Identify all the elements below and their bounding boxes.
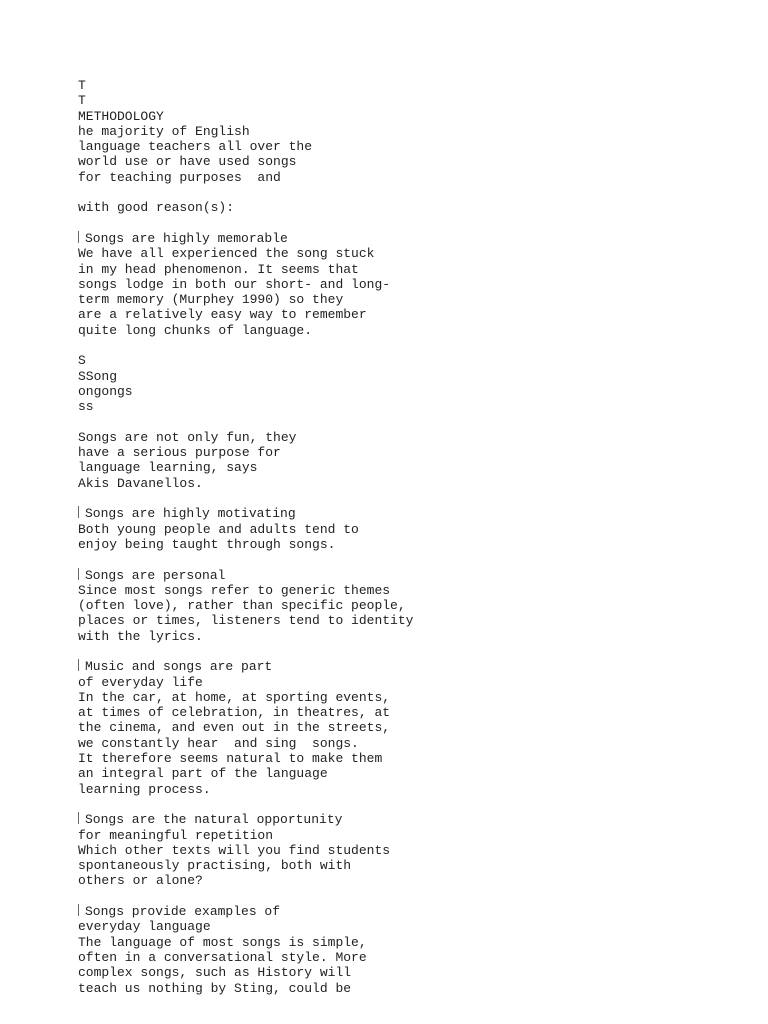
section-heading-text: Music and songs are part bbox=[85, 659, 273, 675]
section-heading-text: Songs are highly motivating bbox=[85, 506, 296, 522]
text-line: for meaningful repetition bbox=[78, 827, 274, 843]
section-heading bbox=[78, 568, 738, 583]
text-line: others or alone? bbox=[78, 873, 203, 889]
text-line: SSong bbox=[78, 368, 118, 384]
text-line: T bbox=[78, 93, 86, 109]
section-heading-text: Songs provide examples of bbox=[85, 904, 281, 920]
text-line: with good reason(s): bbox=[78, 200, 235, 216]
section-heading bbox=[78, 659, 738, 674]
text-line: Songs are not only fun, they bbox=[78, 429, 297, 445]
text-line: (often love), rather than specific people, bbox=[78, 598, 406, 614]
text-line: at times of celebration, in theatres, at bbox=[78, 705, 391, 721]
blank-line bbox=[78, 415, 738, 430]
blank-line bbox=[78, 797, 738, 812]
section-heading bbox=[78, 231, 738, 246]
text-line: of everyday life bbox=[78, 674, 203, 690]
text-line: have a serious purpose for bbox=[78, 445, 281, 461]
text-line: everyday language bbox=[78, 919, 211, 935]
text-line: learning process. bbox=[78, 781, 211, 797]
text-line: term memory (Murphey 1990) so they bbox=[78, 292, 344, 308]
section-heading-text: Songs are the natural opportunity bbox=[85, 812, 343, 828]
text-line: ss bbox=[78, 399, 94, 415]
text-line: he majority of English bbox=[78, 123, 250, 139]
section-heading bbox=[78, 904, 738, 919]
text-line: language teachers all over the bbox=[78, 139, 313, 155]
text-line: quite long chunks of language. bbox=[78, 322, 313, 338]
section-heading-text: Songs are personal bbox=[85, 567, 226, 583]
text-line: S bbox=[78, 353, 86, 369]
text-line: ongongs bbox=[78, 383, 133, 399]
text-line: teach us nothing by Sting, could be bbox=[78, 980, 352, 996]
text-line: world use or have used songs bbox=[78, 154, 297, 170]
blank-line bbox=[78, 552, 738, 567]
text-line: We have all experienced the song stuck bbox=[78, 246, 375, 262]
blank-line bbox=[78, 216, 738, 231]
text-line: enjoy being taught through songs. bbox=[78, 536, 336, 552]
text-line: complex songs, such as History will bbox=[78, 965, 352, 981]
blank-line bbox=[78, 644, 738, 659]
text-line: Which other texts will you find students bbox=[78, 842, 391, 858]
text-line: It therefore seems natural to make them bbox=[78, 751, 383, 767]
section-marker-bar bbox=[78, 812, 79, 824]
blank-line bbox=[78, 185, 738, 200]
blank-line bbox=[78, 338, 738, 353]
blank-line bbox=[78, 889, 738, 904]
text-line: spontaneously practising, both with bbox=[78, 858, 352, 874]
text-line: we constantly hear and sing songs. bbox=[78, 735, 359, 751]
section-marker-bar bbox=[78, 231, 79, 243]
text-line: Both young people and adults tend to bbox=[78, 521, 359, 537]
section-marker-bar bbox=[78, 659, 79, 671]
section-marker-bar bbox=[78, 904, 79, 916]
text-line: an integral part of the language bbox=[78, 766, 328, 782]
text-line: T bbox=[78, 78, 86, 93]
text-line: Since most songs refer to generic themes bbox=[78, 582, 391, 598]
text-line: In the car, at home, at sporting events, bbox=[78, 689, 391, 705]
text-line: with the lyrics. bbox=[78, 628, 203, 644]
text-line: language learning, says bbox=[78, 460, 258, 476]
text-line: are a relatively easy way to remember bbox=[78, 307, 367, 323]
blank-line bbox=[78, 491, 738, 506]
text-line: songs lodge in both our short- and long- bbox=[78, 276, 391, 292]
section-marker-bar bbox=[78, 506, 79, 518]
text-line: Akis Davanellos. bbox=[78, 475, 203, 491]
text-line: places or times, listeners tend to identity bbox=[78, 613, 414, 629]
text-line: METHODOLOGY bbox=[78, 108, 164, 124]
section-heading bbox=[78, 812, 738, 827]
text-line: the cinema, and even out in the streets, bbox=[78, 720, 391, 736]
text-line: in my head phenomenon. It seems that bbox=[78, 261, 359, 277]
text-line: often in a conversational style. More bbox=[78, 949, 367, 965]
section-heading-text: Songs are highly memorable bbox=[85, 230, 288, 246]
text-line: The language of most songs is simple, bbox=[78, 934, 367, 950]
section-heading bbox=[78, 506, 738, 521]
section-marker-bar bbox=[78, 568, 79, 580]
text-line: for teaching purposes and bbox=[78, 169, 281, 185]
document-text-column bbox=[78, 78, 738, 996]
